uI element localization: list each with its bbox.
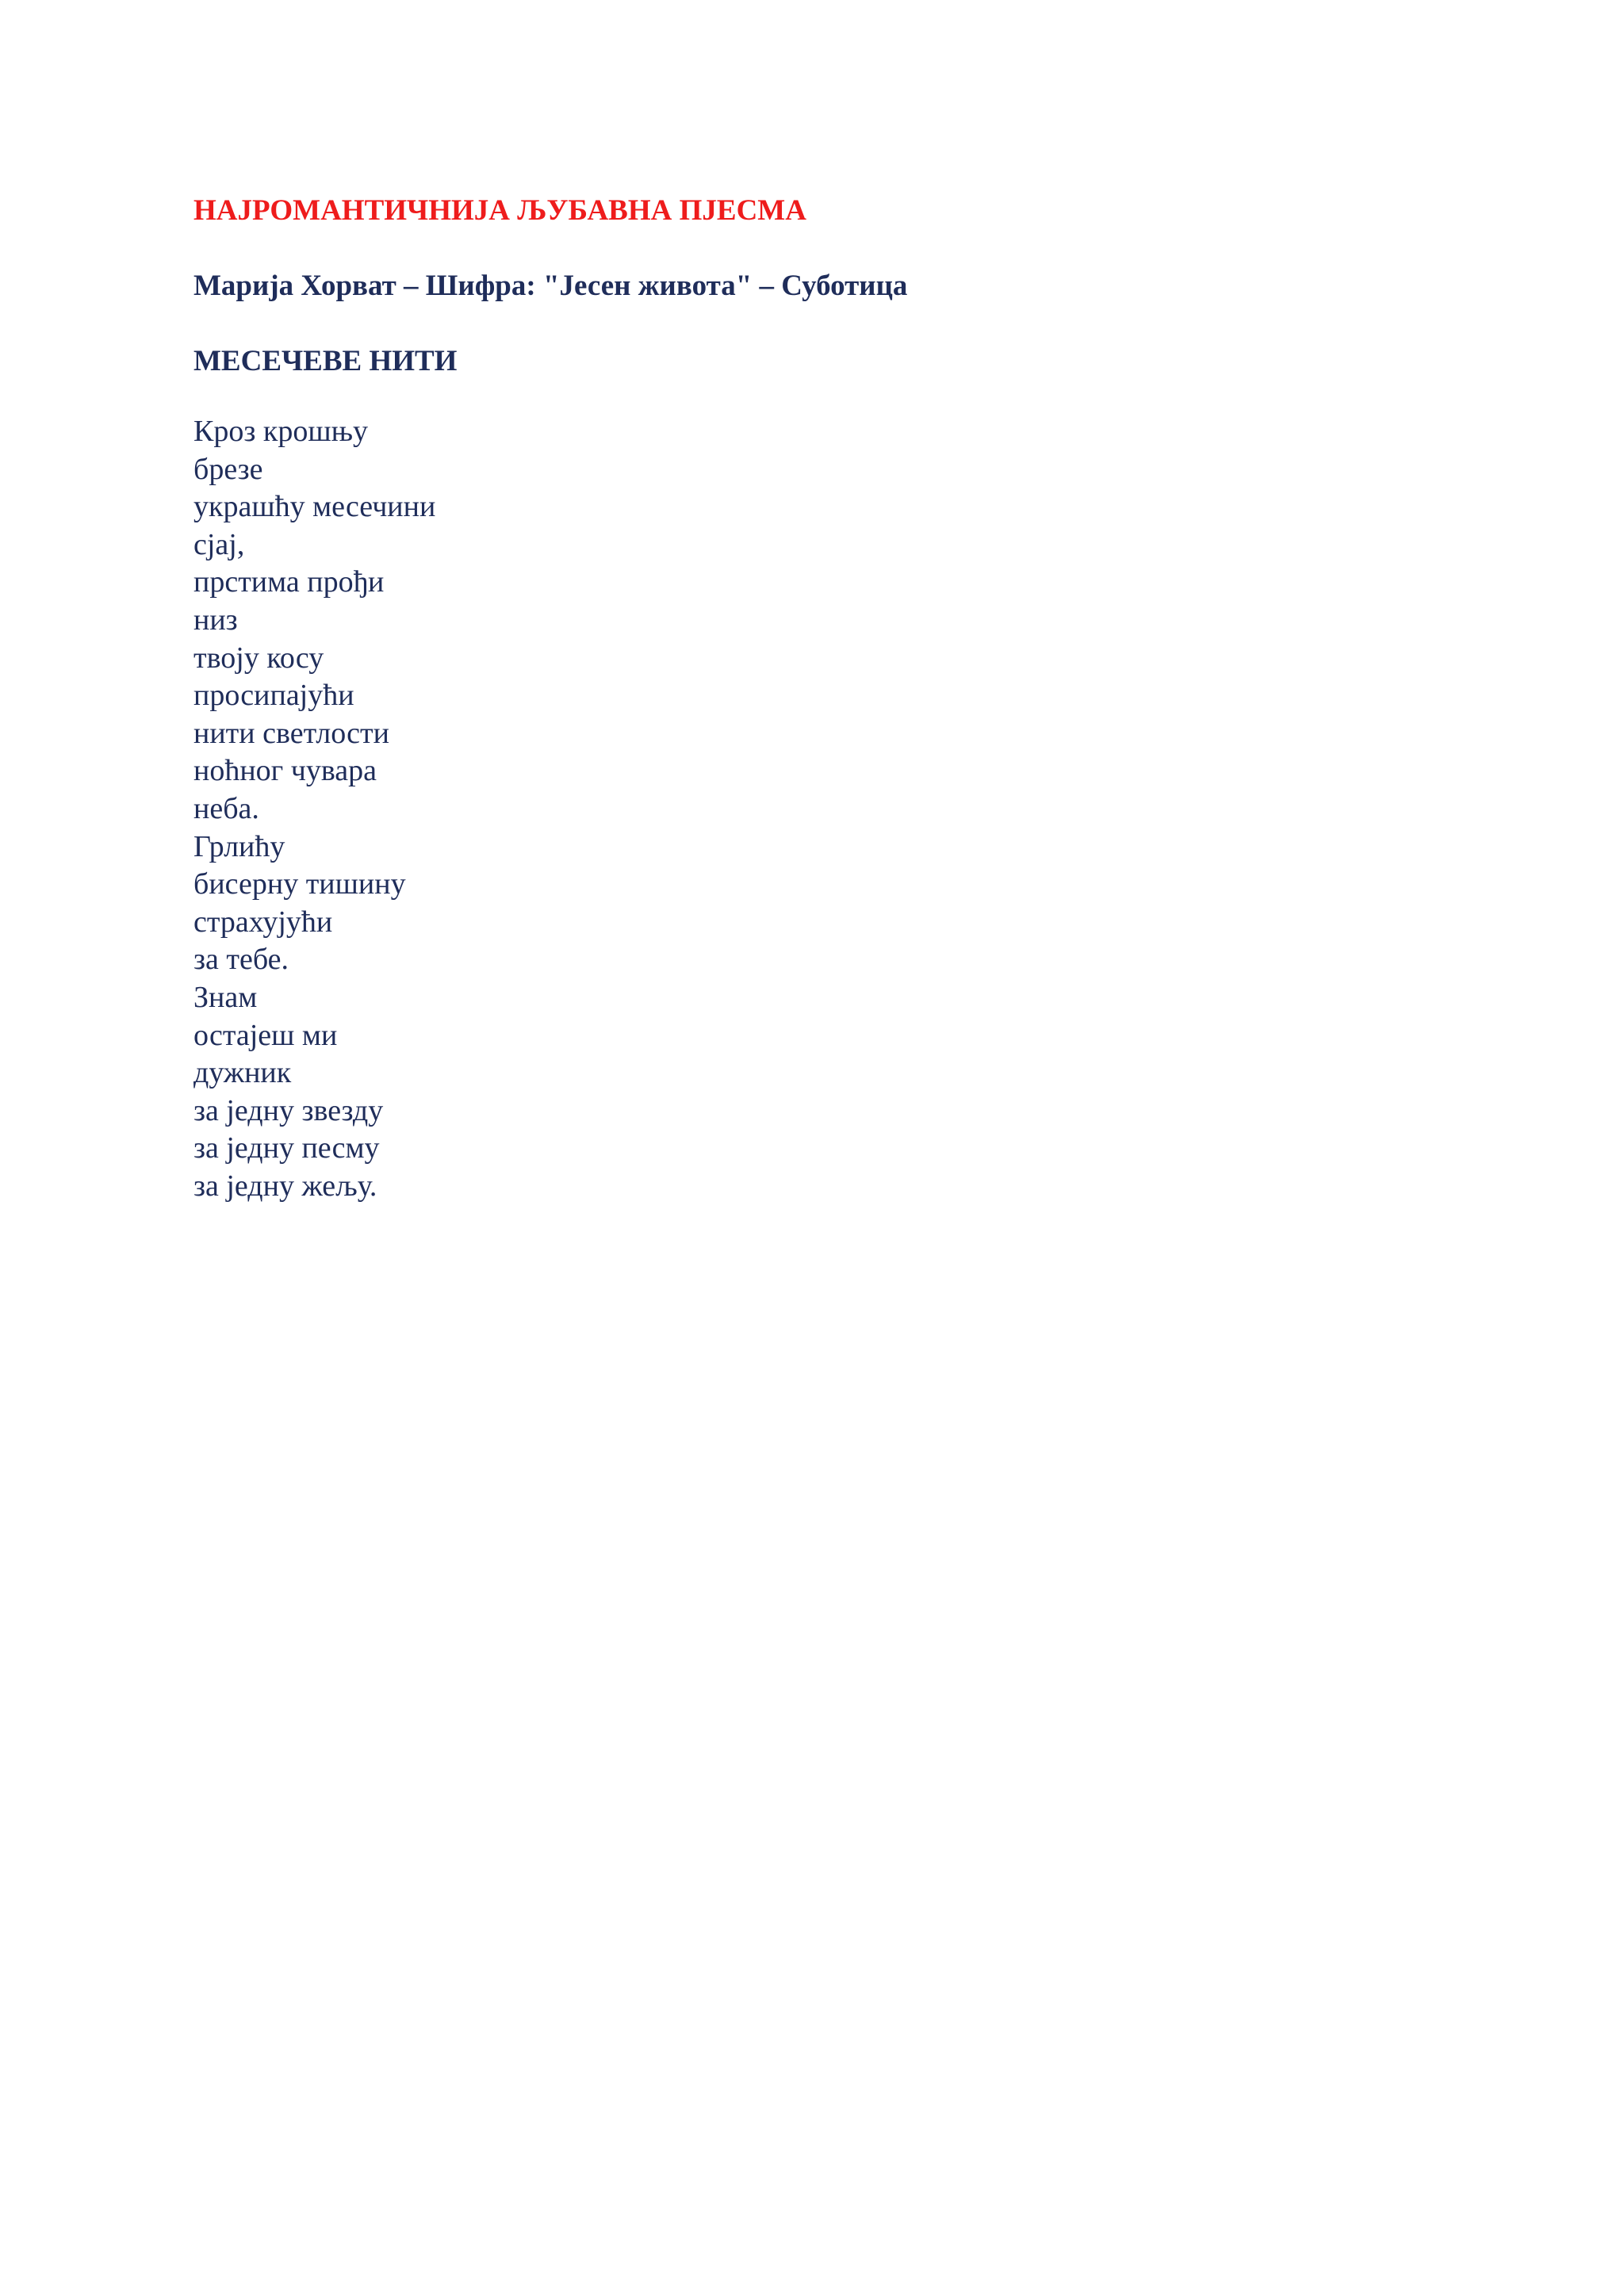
- poem-line: страхујући: [193, 905, 333, 939]
- poem-line: Знам: [193, 980, 258, 1014]
- poem-line: Кроз крошњу: [193, 415, 369, 448]
- poem-line: остајеш ми: [193, 1018, 338, 1052]
- poem-line: дужник: [193, 1056, 292, 1090]
- poem-line: твоју косу: [193, 641, 324, 675]
- document-page: [193, 187, 1431, 1205]
- category-title: НАЈРОМАНТИЧНИЈА ЉУБАВНА ПЈЕСМА: [193, 194, 806, 227]
- poem-line: Грлићу: [193, 829, 285, 863]
- poem-line: за једну песму: [193, 1131, 380, 1165]
- poem-line: ноћног чувара: [193, 754, 377, 788]
- poem-line: брезе: [193, 452, 263, 486]
- poem-line: за једну жељу.: [193, 1169, 377, 1203]
- poem-line: бисерну тишину: [193, 867, 406, 901]
- poem-title: МЕСЕЧЕВЕ НИТИ: [193, 345, 458, 377]
- poem-line: прстима прођи: [193, 565, 385, 599]
- poem-line: неба.: [193, 791, 259, 825]
- poem-line: просипајући: [193, 679, 354, 713]
- poem-line: за тебе.: [193, 943, 289, 977]
- poem-line: сјај,: [193, 527, 245, 561]
- author-line: Марија Хорват – Шифра: "Јесен живота" – Суботица: [193, 270, 908, 302]
- poem-body: [193, 413, 1431, 1205]
- poem-line: за једну звезду: [193, 1093, 384, 1127]
- poem-line: низ: [193, 603, 238, 637]
- poem-line: украшћу месечини: [193, 490, 436, 524]
- poem-line: нити светлости: [193, 716, 389, 750]
